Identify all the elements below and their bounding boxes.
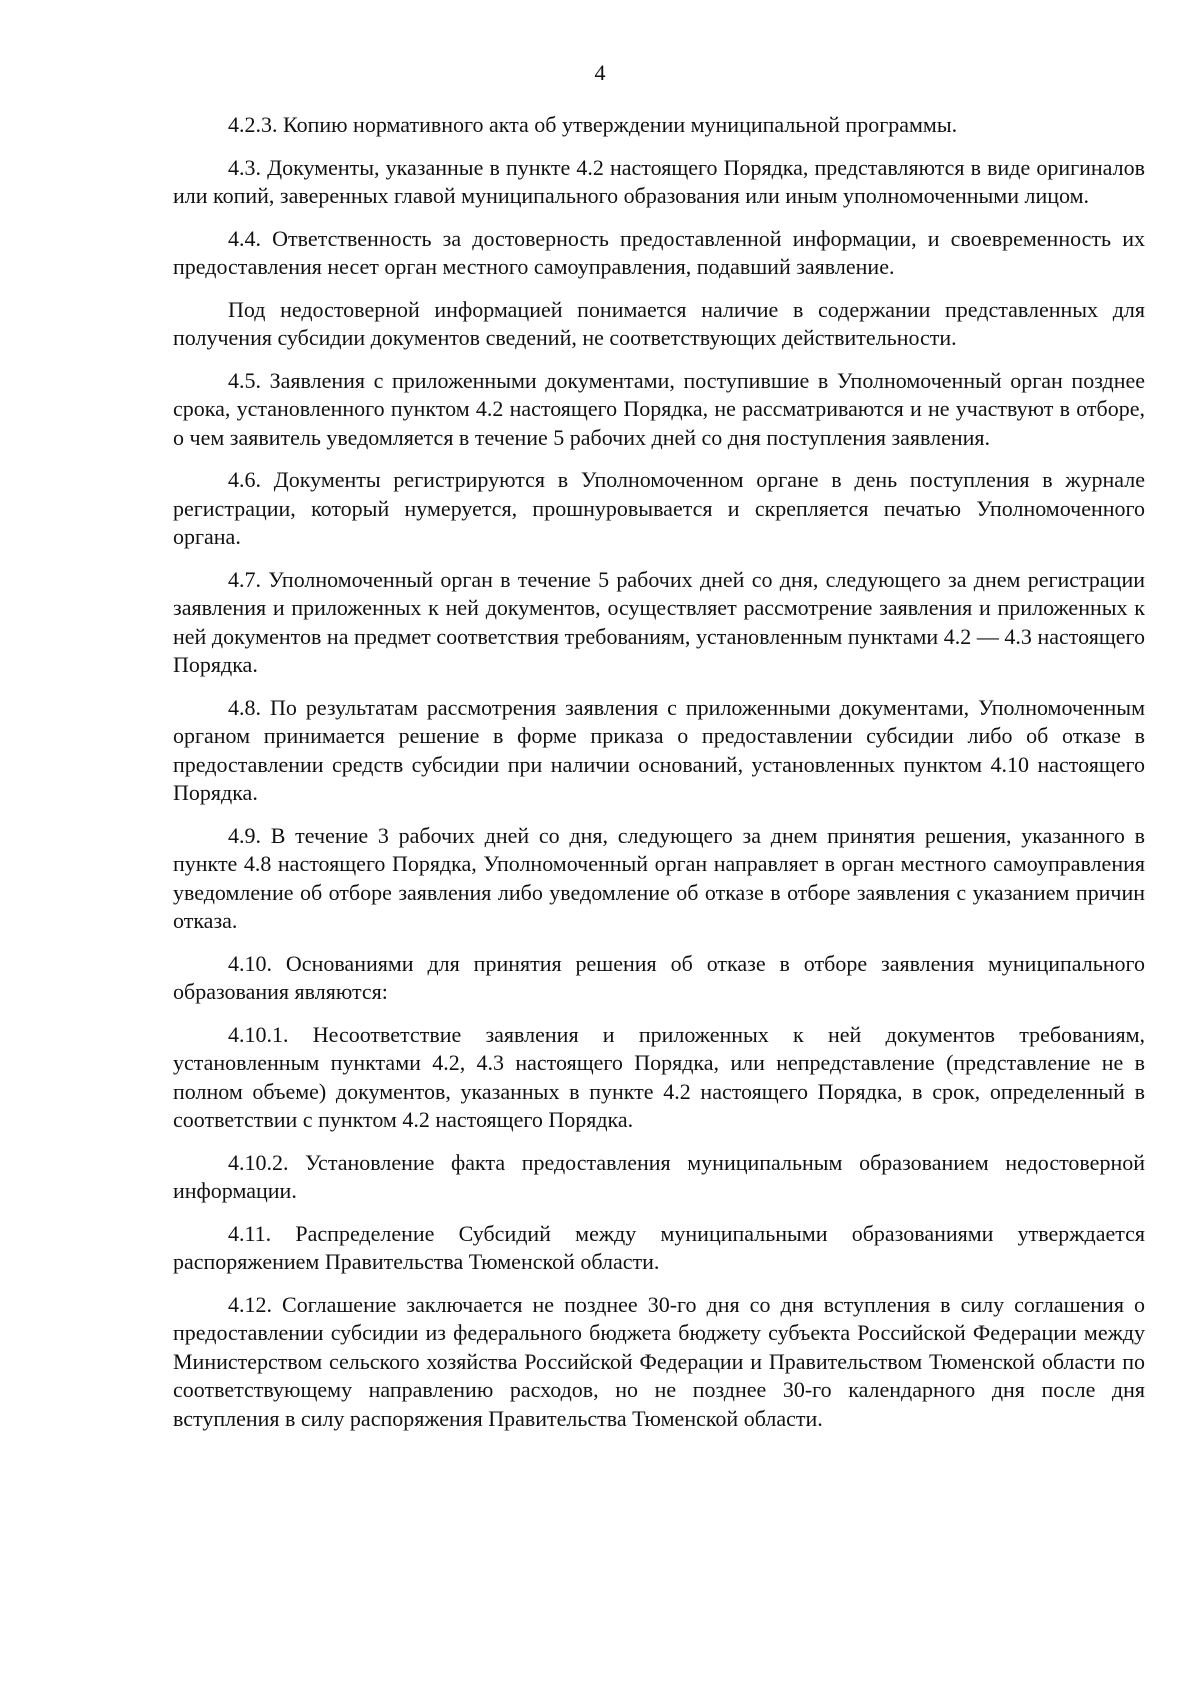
paragraph-4-10-1: 4.10.1. Несоответствие заявления и приложенных к ней документов требованиям, установленным пунктами 4.2, 4.3 настоящего Порядка, или непредставление (представление не в полном объеме) документов, указанных в пункте 4.2 настоящего Порядка, в срок, определенный в соответствии с пунктом 4.2 настоящего Порядка. [173, 1021, 1145, 1132]
paragraph-unreliable-info-definition: Под недостоверной информацией понимается наличие в содержании представленных для получения субсидии документов сведений, не соответствующих действительности. [173, 296, 1145, 350]
paragraph-4-12: 4.12. Соглашение заключается не позднее 30-го дня со дня вступления в силу соглашения о предоставлении субсидии из федерального бюджета бюджету субъекта Российской Федерации между Министерством сельского хозяйства Российской Федерации и Правительством Тюменской области по соответствующему направлению расходов, но не позднее 30-го календарного дня после дня вступления в силу распоряжения Правительства Тюменской области. [173, 1291, 1145, 1431]
paragraph-4-5: 4.5. Заявления с приложенными документами, поступившие в Уполномоченный орган позднее срока, установленного пунктом 4.2 настоящего Порядка, не рассматриваются и не участвуют в отборе, о чем заявитель уведомляется в течение 5 рабочих дней со дня поступления заявления. [173, 367, 1145, 450]
paragraph-4-3: 4.3. Документы, указанные в пункте 4.2 настоящего Порядка, представляются в виде оригиналов или копий, заверенных главой муниципального образования или иным уполномоченными лицом. [173, 154, 1145, 208]
paragraph-4-4: 4.4. Ответственность за достоверность предоставленной информации, и своевременность их предоставления несет орган местного самоуправления, подавший заявление. [173, 225, 1145, 279]
paragraph-4-2-3: 4.2.3. Копию нормативного акта об утверждении муниципальной программы. [228, 112, 958, 137]
document-body [173, 111, 1145, 1447]
paragraph-4-8: 4.8. По результатам рассмотрения заявления с приложенными документами, Уполномоченным органом принимается решение в форме приказа о предоставлении субсидии либо об отказе в предоставлении средств субсидии при наличии оснований, установленных пунктом 4.10 настоящего Порядка. [173, 694, 1145, 805]
paragraph-4-11: 4.11. Распределение Субсидий между муниципальными образованиями утверждается распоряжением Правительства Тюменской области. [173, 1220, 1145, 1274]
paragraph-4-6: 4.6. Документы регистрируются в Уполномоченном органе в день поступления в журнале регистрации, который нумеруется, прошнуровывается и скрепляется печатью Уполномоченного органа. [173, 467, 1145, 549]
paragraph-4-7: 4.7. Уполномоченный орган в течение 5 рабочих дней со дня, следующего за днем регистрации заявления и приложенных к ней документов, осуществляет рассмотрение заявления и приложенных к ней документов на предмет соответствия требованиям, установленным пунктами 4.2 — 4.3 настоящего Порядка. [173, 566, 1145, 677]
page-number: 4 [594, 60, 606, 85]
paragraph-4-10-2: 4.10.2. Установление факта предоставления муниципальным образованием недостоверной информации. [173, 1149, 1145, 1203]
paragraph-4-9: 4.9. В течение 3 рабочих дней со дня, следующего за днем принятия решения, указанного в пункте 4.8 настоящего Порядка, Уполномоченный орган направляет в орган местного самоуправления уведомление об отборе заявления либо уведомление об отказе в отборе заявления с указанием причин отказа. [173, 822, 1145, 933]
paragraph-4-10: 4.10. Основаниями для принятия решения об отказе в отборе заявления муниципального образования являются: [173, 950, 1145, 1004]
